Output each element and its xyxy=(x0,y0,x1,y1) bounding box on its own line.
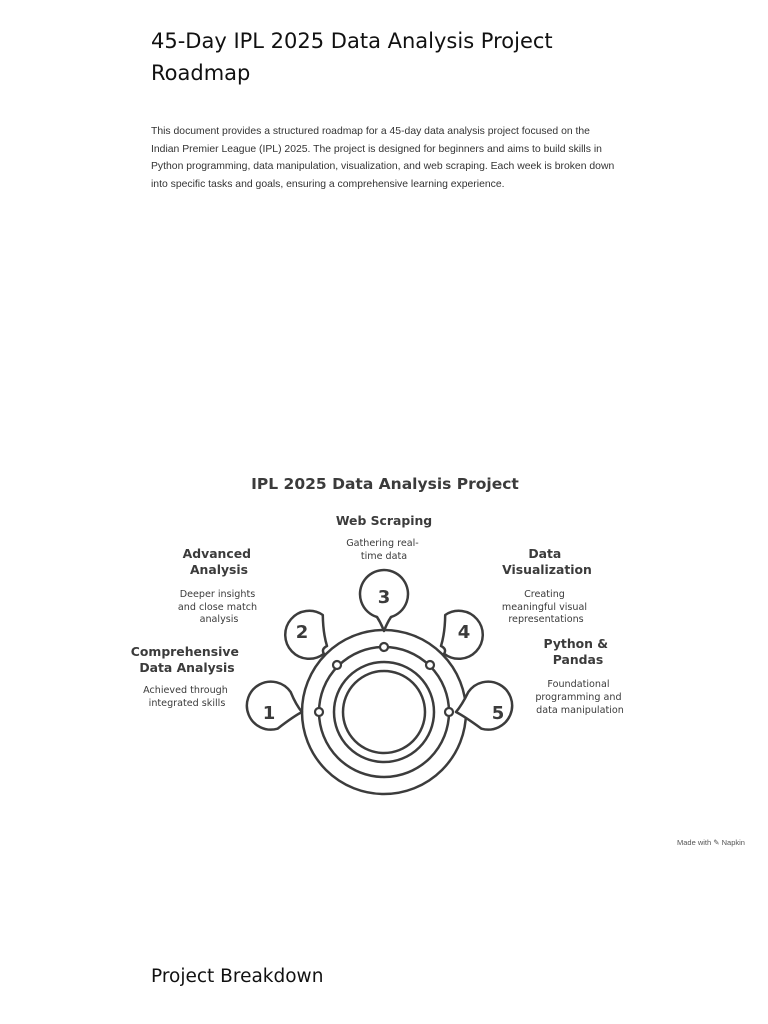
stage-label xyxy=(544,636,613,667)
stage-desc-line: Achieved through xyxy=(143,685,228,696)
center-rings xyxy=(302,630,466,794)
stage-desc-line: and close match xyxy=(177,602,258,613)
stage-3-text xyxy=(336,513,432,562)
stage-desc-line: data manipulation xyxy=(536,705,624,716)
stage-desc xyxy=(143,685,231,709)
stage-3-bubble xyxy=(360,570,408,631)
stage-label-line: Visualization xyxy=(502,562,592,577)
stage-label xyxy=(502,546,592,577)
stage-desc-line: analysis xyxy=(199,614,239,625)
stage-desc-line: Deeper insights xyxy=(179,589,256,600)
stage-number: 4 xyxy=(457,622,471,643)
stage-desc xyxy=(178,589,260,625)
stage-desc xyxy=(535,679,624,716)
stage-desc-line: Creating xyxy=(524,589,565,600)
diagram-title: IPL 2025 Data Analysis Project xyxy=(251,475,519,493)
stage-label-line: Data Analysis xyxy=(139,660,235,675)
intro-paragraph: This document provides a structured roadmap for a 45-day data analysis project focused on the Indian Premier League (IPL) 2025. The project is designed for beginners and aims to build skills in Python programming, data manipulation, visualization, and web scraping. Each week is broken down into specific tasks and goals, ensuring a comprehensive learning experience. xyxy=(151,126,615,190)
stage-label-line: Comprehensive xyxy=(130,644,239,659)
document-title: 45-Day IPL 2025 Data Analysis Project Roadmap xyxy=(151,29,553,85)
stage-4-bubble xyxy=(441,611,483,659)
stage-label xyxy=(131,644,243,675)
stage-desc xyxy=(502,589,590,625)
stage-label xyxy=(336,513,432,528)
stage-label xyxy=(183,546,256,577)
stage-4-text xyxy=(502,546,592,625)
roadmap-diagram xyxy=(120,465,640,815)
made-with-napkin-badge: Made with ✎ Napkin xyxy=(677,838,745,847)
stage-desc-line: representations xyxy=(508,614,584,625)
stage-label-line: Analysis xyxy=(189,562,249,577)
stage-2-bubble xyxy=(285,611,327,659)
stage-desc xyxy=(346,538,422,562)
stage-number: 5 xyxy=(491,703,505,724)
stage-desc-line: Gathering real- xyxy=(346,538,419,549)
stage-label-line: Advanced xyxy=(182,546,252,561)
stage-1-text xyxy=(131,644,243,709)
stage-number: 3 xyxy=(377,587,391,608)
stage-label-line: Data xyxy=(528,546,562,561)
section-heading: Project Breakdown xyxy=(151,966,324,987)
stage-desc-line: programming and xyxy=(535,692,622,703)
stage-label-line: Python & xyxy=(543,636,609,651)
stage-desc-line: time data xyxy=(360,551,408,562)
stage-number: 1 xyxy=(262,703,276,724)
stage-label-line: Web Scraping xyxy=(335,513,433,528)
stage-desc-line: meaningful visual xyxy=(501,602,588,613)
stage-desc-line: Foundational xyxy=(547,679,610,690)
stage-1-bubble xyxy=(247,682,302,730)
stage-2-text xyxy=(178,546,260,625)
stage-desc-line: integrated skills xyxy=(148,698,226,709)
stage-5-text xyxy=(535,636,624,716)
stage-label-line: Pandas xyxy=(552,652,604,667)
stage-number: 2 xyxy=(295,622,309,643)
